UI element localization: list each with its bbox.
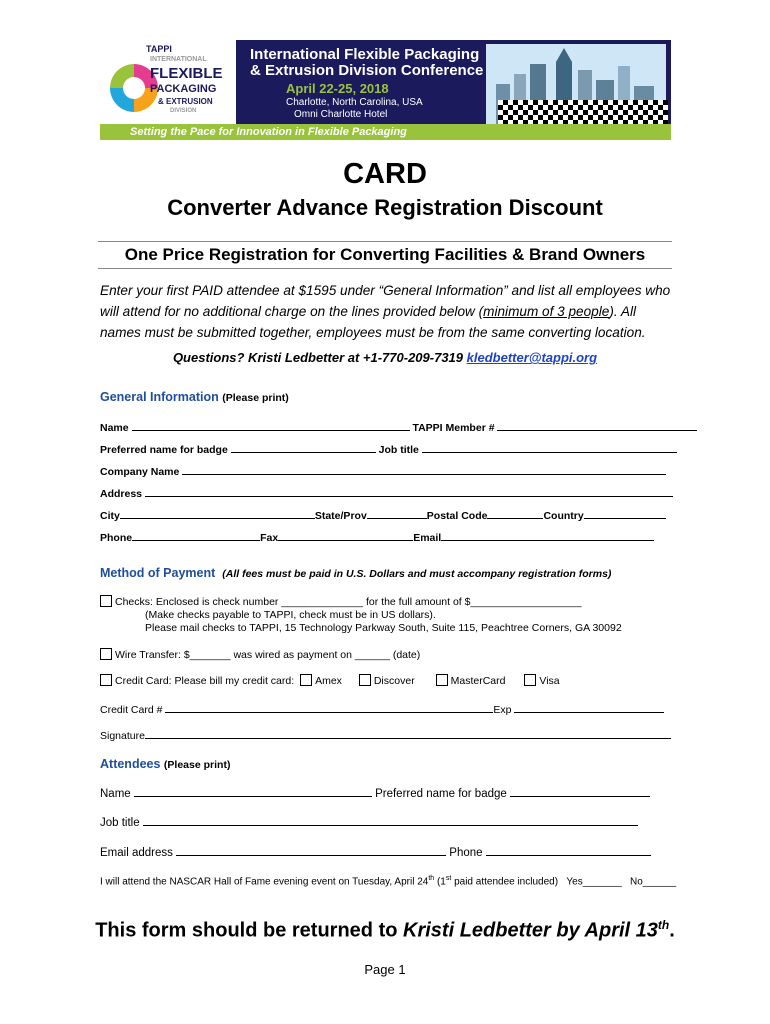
postal-field[interactable] bbox=[487, 508, 543, 519]
credit-row bbox=[100, 674, 560, 687]
intro-text-2: ). All names must be submitted together, employees must be from the same converting location. bbox=[100, 304, 646, 340]
nascar-text-b: (1 bbox=[434, 876, 446, 888]
amex-checkbox[interactable] bbox=[300, 674, 312, 686]
company-label: Company Name bbox=[100, 466, 180, 478]
amex-label: Amex bbox=[315, 675, 342, 687]
postal-label: Postal Code bbox=[426, 510, 488, 522]
banner-tagline: Setting the Pace for Innovation in Flexible Packaging bbox=[130, 126, 407, 138]
general-info-sub: (Please print) bbox=[222, 392, 289, 404]
logo-extrusion: & EXTRUSION bbox=[158, 97, 213, 106]
attendee-job-label: Job title bbox=[100, 817, 140, 829]
exp-label: Exp bbox=[493, 704, 512, 716]
visa-checkbox[interactable] bbox=[524, 674, 536, 686]
page-number: Page 1 bbox=[364, 962, 406, 977]
preferred-label: Preferred name for badge bbox=[100, 444, 228, 456]
intro-text-1: Enter your first PAID attendee at $1595 under “General Information” and list all employees who will attend for no additional charge on the lines provided below ( bbox=[100, 283, 671, 319]
wire-text: Wire Transfer: $_______ was wired as payment on ______ (date) bbox=[115, 649, 421, 661]
city-field[interactable] bbox=[120, 508, 315, 519]
attendee-preferred-field[interactable] bbox=[510, 786, 650, 797]
payment-title: Method of Payment bbox=[100, 566, 216, 580]
city-row bbox=[100, 508, 666, 522]
divider-bottom bbox=[98, 268, 672, 269]
divider-top bbox=[98, 241, 672, 242]
banner-title-line2: & Extrusion Division Conference bbox=[250, 62, 484, 79]
attendee-preferred-label: Preferred name for badge bbox=[375, 788, 507, 800]
exp-field[interactable] bbox=[514, 702, 664, 713]
job-title-label: Job title bbox=[378, 444, 419, 456]
phone-row bbox=[100, 530, 654, 544]
nascar-text-c: paid attendee included) bbox=[451, 876, 559, 888]
return-sup: th bbox=[657, 918, 670, 932]
attendee-name-field[interactable] bbox=[134, 786, 372, 797]
discover-label: Discover bbox=[373, 675, 415, 687]
page-subtitle: Converter Advance Registration Discount bbox=[167, 195, 603, 220]
name-field[interactable] bbox=[132, 420, 410, 431]
attendees-heading bbox=[100, 757, 230, 771]
banner-tagline-strip bbox=[100, 124, 671, 140]
intro-underlined: minimum of 3 people bbox=[483, 304, 610, 319]
nascar-row bbox=[100, 875, 676, 887]
general-info-title: General Information bbox=[100, 390, 219, 404]
signature-row bbox=[100, 728, 671, 742]
tappi-member-field[interactable] bbox=[497, 420, 697, 431]
credit-checkbox[interactable] bbox=[100, 674, 112, 686]
return-end: . bbox=[669, 919, 675, 942]
nascar-yes[interactable]: Yes_______ bbox=[566, 876, 622, 888]
conference-banner bbox=[100, 40, 671, 140]
mastercard-checkbox[interactable] bbox=[436, 674, 448, 686]
intro-paragraph bbox=[100, 280, 675, 343]
company-row bbox=[100, 464, 666, 478]
nascar-sup-2: st bbox=[445, 875, 452, 882]
logo-tappi: TAPPI bbox=[146, 44, 172, 54]
attendee-name-label: Name bbox=[100, 788, 131, 800]
cc-row bbox=[100, 702, 664, 716]
nascar-text-a: I will attend the NASCAR Hall of Fame evening event on Tuesday, April 24 bbox=[100, 876, 429, 888]
email-field[interactable] bbox=[441, 530, 654, 541]
section-heading-one-price: One Price Registration for Converting Facilities & Brand Owners bbox=[124, 245, 646, 264]
phone-label: Phone bbox=[100, 532, 133, 544]
logo-international: INTERNATIONAL bbox=[150, 56, 207, 63]
logo-packaging: PACKAGING bbox=[150, 83, 217, 95]
state-field[interactable] bbox=[367, 508, 427, 519]
nascar-no[interactable]: No______ bbox=[629, 876, 677, 888]
mastercard-label: MasterCard bbox=[450, 675, 506, 687]
banner-title-line1: International Flexible Packaging bbox=[250, 46, 480, 63]
return-instructions bbox=[0, 918, 770, 943]
attendee-email-label: Email address bbox=[100, 847, 173, 859]
payment-sub: (All fees must be paid in U.S. Dollars and must accompany registration forms) bbox=[222, 568, 612, 580]
cc-number-label: Credit Card # bbox=[100, 704, 163, 716]
attendee-email-field[interactable] bbox=[176, 845, 446, 856]
banner-location: Charlotte, North Carolina, USA bbox=[286, 97, 423, 108]
wire-checkbox[interactable] bbox=[100, 648, 112, 660]
attendees-sub: (Please print) bbox=[163, 759, 231, 771]
checks-row bbox=[100, 595, 581, 608]
country-field[interactable] bbox=[584, 508, 666, 519]
attendee-phone-field[interactable] bbox=[486, 845, 651, 856]
checks-checkbox[interactable] bbox=[100, 595, 112, 607]
signature-label: Signature bbox=[100, 730, 145, 742]
checkered-flag-icon bbox=[498, 100, 668, 124]
address-field[interactable] bbox=[145, 486, 673, 497]
preferred-row bbox=[100, 442, 677, 456]
tappi-member-label: TAPPI Member # bbox=[412, 422, 495, 434]
checks-text: Checks: Enclosed is check number ______________ for the full amount of $___________________ bbox=[115, 596, 582, 608]
phone-field[interactable] bbox=[132, 530, 260, 541]
questions-line bbox=[0, 350, 770, 365]
payment-heading bbox=[100, 566, 611, 580]
checks-note-1: (Make checks payable to TAPPI, check must be in US dollars). bbox=[145, 609, 436, 621]
questions-text: Questions? Kristi Ledbetter at +1-770-209-7319 bbox=[172, 350, 467, 365]
banner-hotel: Omni Charlotte Hotel bbox=[294, 109, 388, 120]
address-row bbox=[100, 486, 673, 500]
banner-dates: April 22-25, 2018 bbox=[286, 81, 389, 96]
fax-field[interactable] bbox=[278, 530, 413, 541]
discover-checkbox[interactable] bbox=[359, 674, 371, 686]
preferred-field[interactable] bbox=[231, 442, 376, 453]
contact-email-link[interactable]: kledbetter@tappi.org bbox=[466, 350, 598, 365]
name-label: Name bbox=[100, 422, 129, 434]
attendee-name-row bbox=[100, 786, 650, 800]
attendee-phone-label: Phone bbox=[449, 847, 483, 859]
nascar-sup-1: th bbox=[428, 875, 435, 882]
checks-note-2: Please mail checks to TAPPI, 15 Technology Parkway South, Suite 115, Peachtree Corners, GA 30092 bbox=[145, 622, 622, 634]
attendee-job-field[interactable] bbox=[143, 815, 638, 826]
name-row bbox=[100, 420, 697, 434]
cc-number-field[interactable] bbox=[165, 702, 493, 713]
visa-label: Visa bbox=[539, 675, 560, 687]
state-label: State/Prov bbox=[314, 510, 367, 522]
logo-flexible: FLEXIBLE bbox=[150, 65, 223, 82]
email-label: Email bbox=[413, 532, 442, 544]
company-field[interactable] bbox=[182, 464, 666, 475]
attendee-email-row bbox=[100, 845, 651, 859]
address-label: Address bbox=[100, 488, 143, 500]
return-name: Kristi Ledbetter by April 13 bbox=[403, 919, 658, 942]
page-title: CARD bbox=[343, 158, 427, 190]
logo-division: DIVISION bbox=[170, 108, 197, 114]
attendees-title: Attendees bbox=[100, 757, 161, 771]
signature-field[interactable] bbox=[145, 728, 671, 739]
credit-text: Credit Card: Please bill my credit card: bbox=[115, 675, 295, 687]
city-label: City bbox=[100, 510, 120, 522]
general-info-heading bbox=[100, 390, 289, 404]
country-label: Country bbox=[543, 510, 584, 522]
fax-label: Fax bbox=[260, 532, 279, 544]
wire-row bbox=[100, 648, 420, 661]
job-title-field[interactable] bbox=[422, 442, 677, 453]
attendee-job-row bbox=[100, 815, 638, 829]
return-text: This form should be returned to bbox=[95, 919, 404, 942]
